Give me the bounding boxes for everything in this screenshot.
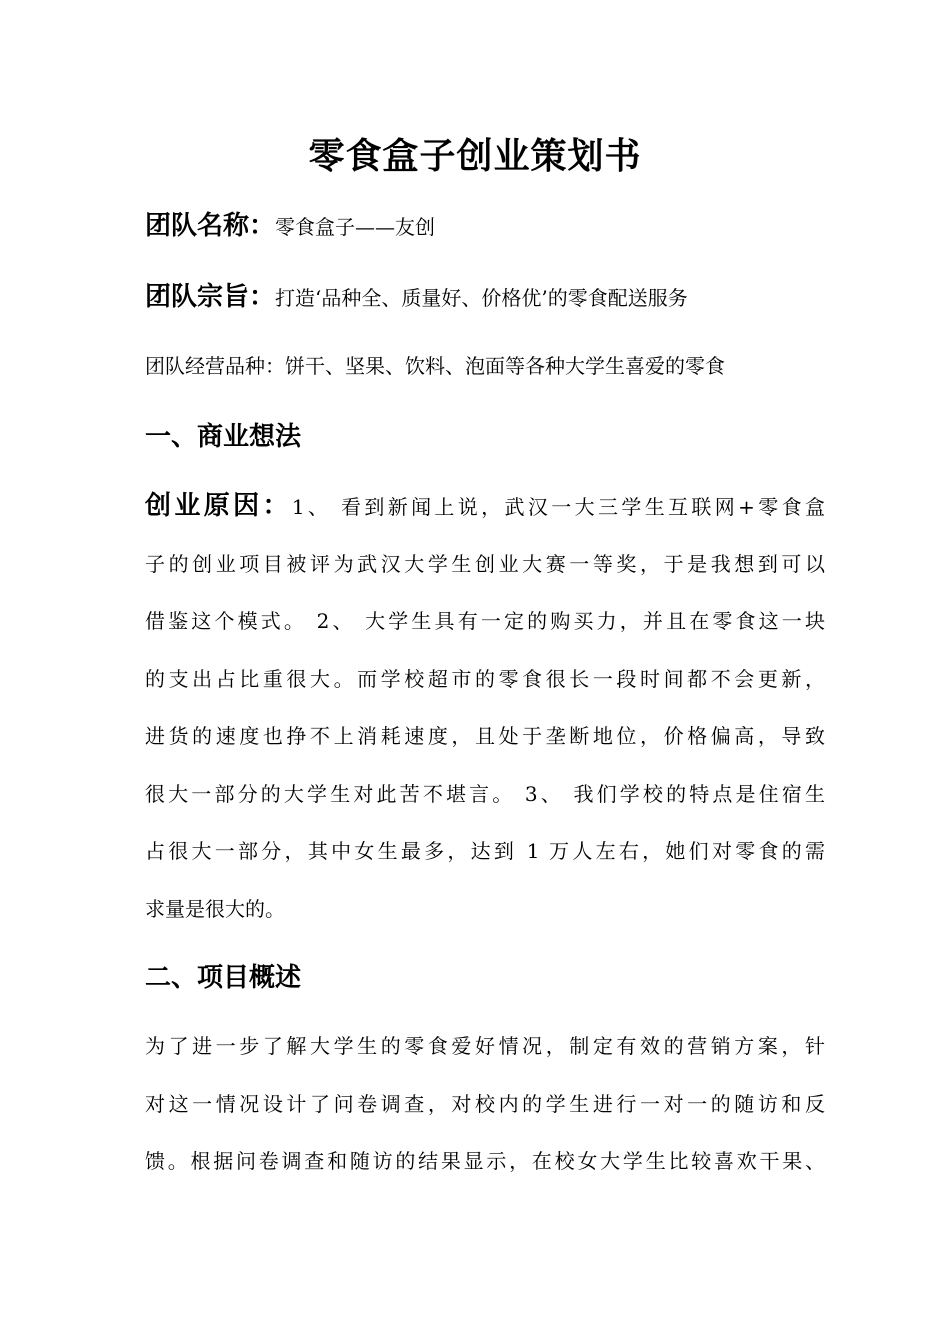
team-purpose-label: 团队宗旨： — [145, 282, 276, 312]
paragraph-line: 很大一部分的大学生对此苦不堪言。 3、 我们学校的特点是住宿生 — [145, 781, 825, 806]
section2-paragraph — [145, 1018, 825, 1191]
paragraph-line: 子的创业项目被评为武汉大学生创业大赛一等奖，于是我想到可以 — [145, 551, 825, 576]
section2-heading: 二、项目概述 — [145, 963, 302, 993]
reason-line-text: 1、 看到新闻上说，武汉一大三学生互联网+零食盒 — [291, 495, 825, 519]
paragraph-line: 对这一情况设计了问卷调查，对校内的学生进行一对一的随访和反 — [145, 1091, 825, 1116]
paragraph-line: 求量是很大的。 — [145, 896, 285, 921]
paragraph-line: 进货的速度也挣不上消耗速度，且处于垄断地位，价格偏高，导致 — [145, 724, 825, 748]
paragraph-line: 占很大一部分，其中女生最多，达到 1 万人左右，她们对零食的需 — [145, 839, 825, 863]
team-products: 团队经营品种：饼干、坚果、饮料、泡面等各种大学生喜爱的零食 — [145, 354, 725, 378]
paragraph-line — [145, 478, 825, 536]
section1-paragraph — [145, 478, 825, 938]
paragraph-line: 借鉴这个模式。 2、 大学生具有一定的购买力，并且在零食这一块 — [145, 609, 825, 633]
paragraph-line: 的支出占比重很大。而学校超市的零食很长一段时间都不会更新， — [145, 666, 825, 691]
paragraph-line: 为了进一步了解大学生的零食爱好情况，制定有效的营销方案，针 — [145, 1034, 825, 1058]
paragraph-line: 馈。根据问卷调查和随访的结果显示，在校女大学生比较喜欢干果、 — [145, 1149, 825, 1173]
team-purpose-row — [145, 276, 815, 313]
team-name-row — [145, 205, 815, 242]
reason-label: 创业原因： — [145, 491, 292, 521]
team-name-label: 团队名称： — [145, 211, 276, 241]
team-purpose-value: 打造‘品种全、质量好、价格优’的零食配送服务 — [275, 286, 688, 310]
team-name-value: 零食盒子——友创 — [275, 215, 436, 239]
section1-heading: 一、商业想法 — [145, 422, 302, 452]
document-title: 零食盒子创业策划书 — [308, 136, 642, 177]
